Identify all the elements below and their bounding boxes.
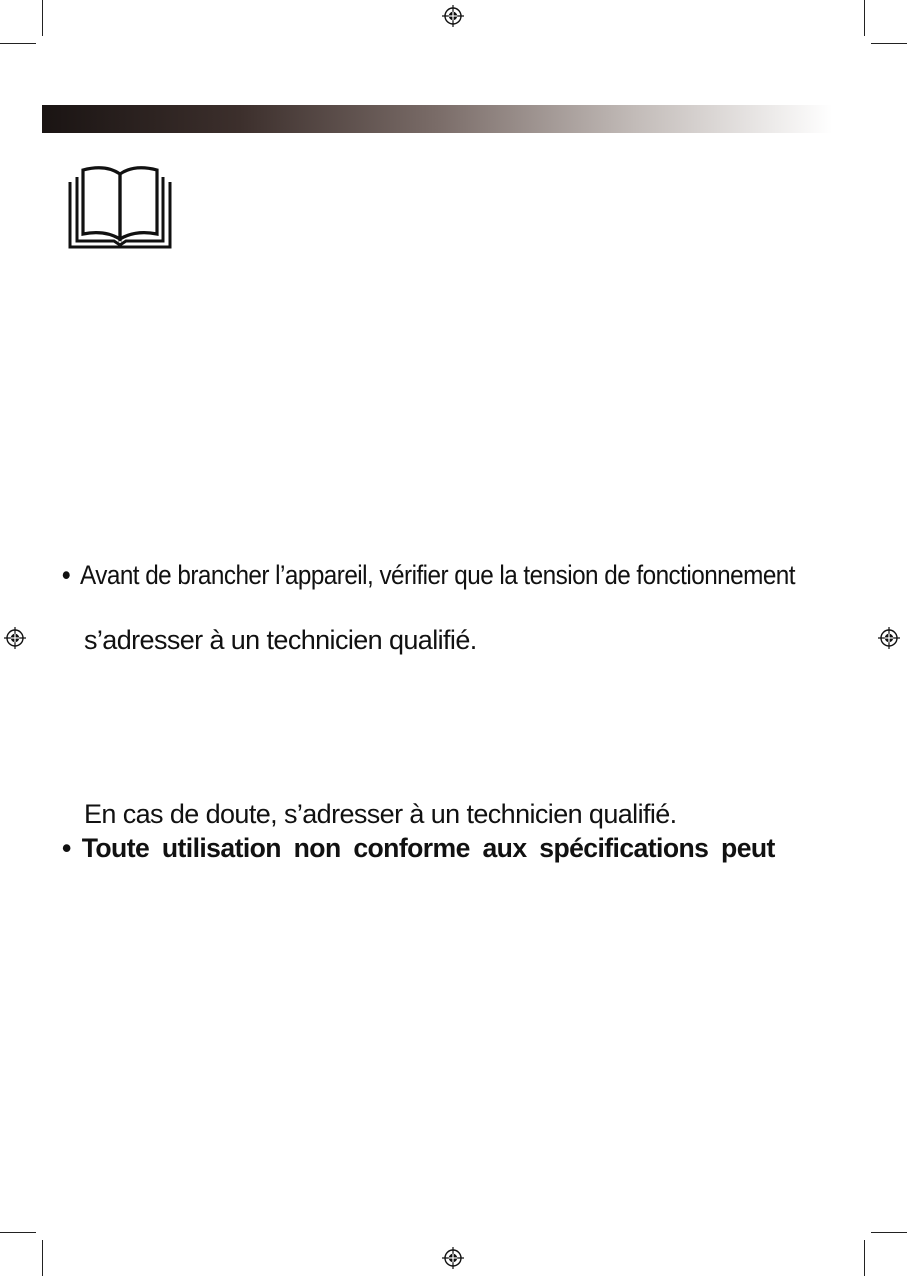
registration-mark-icon (878, 627, 900, 649)
crop-mark-bottom-left-v (42, 1240, 43, 1276)
bullet: • (62, 833, 71, 863)
crop-mark-bottom-left-h (0, 1232, 36, 1233)
registration-mark-icon (442, 1247, 464, 1269)
instruction-text: Avant de brancher l’appareil, vérifier que la tension de fonctionnement (80, 560, 795, 590)
warning-text: Toute utilisation non conforme aux spécifications peut (81, 833, 775, 863)
header-gradient-bar (42, 105, 832, 133)
registration-mark-icon (442, 5, 464, 27)
instruction-line (62, 559, 795, 591)
instruction-text: s’adresser à un technicien qualifié. (84, 625, 477, 655)
crop-mark-bottom-right-v (864, 1240, 865, 1276)
bullet: • (62, 560, 70, 590)
instruction-line (84, 624, 477, 656)
registration-mark-icon (4, 627, 26, 649)
crop-mark-top-right-h (871, 43, 907, 44)
crop-mark-top-left-h (0, 43, 36, 44)
crop-mark-top-left-v (42, 0, 43, 36)
crop-mark-bottom-right-h (871, 1232, 907, 1233)
open-book-manual-icon (68, 161, 172, 251)
crop-mark-top-right-v (864, 0, 865, 36)
warning-line (62, 832, 775, 864)
instruction-text: En cas de doute, s’adresser à un technicien qualifié. (84, 799, 677, 829)
instruction-line (84, 798, 677, 830)
